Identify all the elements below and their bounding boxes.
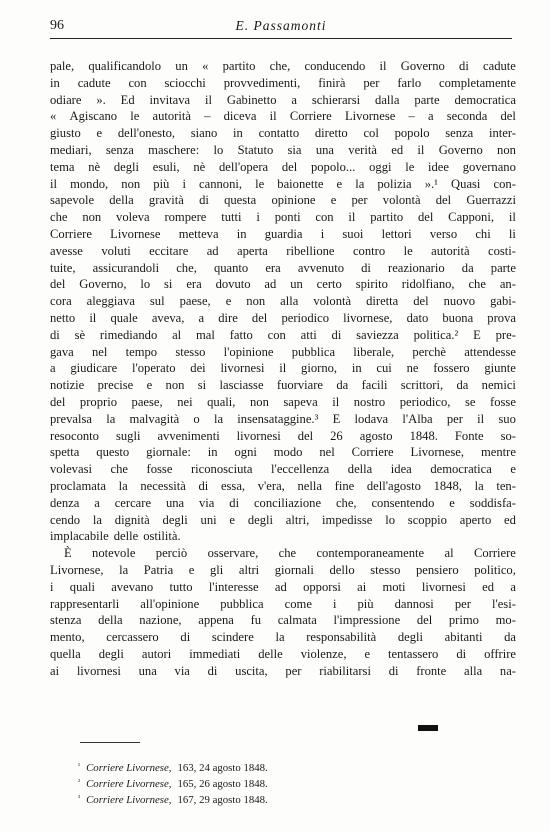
text-line: notizie precise e non si lasciasse fuorviare da facili scrittori, da nemici: [50, 378, 516, 393]
text-line: Corriere Livornese metteva in guardia i suoi lettori verso chi li: [50, 226, 516, 241]
text-line: prevalsa la malvagità o la insensataggine.³ E lodava l'Alba per il suo: [50, 411, 516, 426]
text-line: mento, cercassero di scindere la responsabilità degli abitanti da: [50, 630, 516, 645]
footnote-mark: ¹: [78, 762, 81, 770]
text-line: che non voleva rompere tutti i ponti con il partito del Capponi, il: [50, 210, 516, 225]
text-line: giusto e dell'onesto, siano in contatto diretto col popolo senza inter-: [50, 126, 516, 141]
text-line: rappresentarli all'opinione pubblica come i più dannosi per l'esi-: [50, 596, 516, 611]
page-number: 96: [50, 18, 64, 33]
footnote-mark: ²: [78, 778, 81, 786]
text-line: netto il quale aveva, a dire del periodico livornese, dato buona prova: [50, 310, 516, 325]
text-line: mediari, senza maschere: lo Statuto sia una verità ed il Governo non: [50, 142, 516, 157]
text-line: cendo la dignità degli uni e degli altri, impedisse lo scoppio aperto ed: [50, 512, 516, 527]
text-line: resoconto sugli avvenimenti livornesi del 26 agosto 1848. Fonte so-: [50, 428, 516, 443]
text-line: di sè rimediando al mal fatto con atti di saviezza politica.² E pre-: [50, 327, 516, 342]
text-line: sapevole della gravità di questa opinione e per volontà del Guerrazzi: [50, 193, 516, 208]
text-line: quella degli autori immediati delle violenze, e tentassero di offrire: [50, 646, 516, 661]
footnote-reference: 163, 24 agosto 1848.: [177, 762, 268, 774]
footnote-source: Corriere Livornese,: [86, 762, 172, 774]
text-line: pale, qualificandolo un « partito che, conducendo il Governo di cadute: [50, 59, 516, 73]
text-line: tema nè degli esuli, nè dell'opera del popolo... oggi le idee governano: [50, 159, 516, 174]
running-head: E. Passamonti: [235, 18, 327, 33]
text-line: cora aleggiava sul paese, e non alla volontà diretta del nuovo gabi-: [50, 294, 516, 309]
page-header: [50, 12, 512, 39]
text-line: in cadute con sciocchi provvedimenti, finirà per farlo completamente: [50, 75, 516, 90]
footnote: [78, 790, 438, 806]
text-line: il mondo, non più i cannoni, le baionette e la polizia ».¹ Quasi con-: [50, 176, 516, 191]
text-line: « Agiscano le autorità – diceva il Corriere Livornese – a seconda del: [50, 109, 516, 124]
text-line: ai livornesi una via di uscita, per riabilitarsi di fronte alla na-: [50, 663, 516, 678]
text-line: tuite, assicurandoli che, quanto era avvenuto di reazionario da parte: [50, 260, 516, 275]
footnote: [78, 774, 438, 790]
text-line: proclamata la necessità di essa, v'era, nella fine dell'agosto 1848, la ten-: [50, 478, 516, 493]
text-line: stenza della nazione, appena fu calmata l'impressione del primo mo-: [50, 613, 516, 628]
text-line: a giudicare l'operato dei livornesi il giorno, in cui ne fossero giunte: [50, 361, 516, 376]
text-line: spetta questo giornale: in ogni modo nel Corriere Livornese, mentre: [50, 445, 516, 460]
footnote-rule: [80, 742, 140, 743]
footnote-reference: 167, 29 agosto 1848.: [177, 794, 268, 806]
body-text: [50, 58, 516, 679]
footnote-source: Corriere Livornese,: [86, 778, 172, 790]
footnotes: [78, 758, 438, 806]
ink-blot-mark: [418, 725, 438, 731]
text-line: i quali avevano tutto l'interesse ad opporsi ai moti livornesi ed a: [50, 579, 516, 594]
footnote: [78, 758, 438, 774]
text-line: implacabile delle ostilità.: [50, 529, 181, 544]
text-line: del Governo, lo si era dovuto ad un certo spirito ridolfiano, che an-: [50, 277, 516, 292]
text-line: del proprio paese, nei quali, non sapeva il nostro periodico, se fosse: [50, 394, 516, 409]
text-line: Livornese, la Patria e gli altri giornali dello stesso pensiero politico,: [50, 562, 516, 577]
text-line: odiare ». Ed invitava il Gabinetto a schierarsi dalla parte democratica: [50, 92, 516, 107]
text-line: gava nel tempo stesso l'opinione pubblica liberale, perchè attendesse: [50, 344, 516, 359]
text-line: denza a cercare una via di conciliazione che, consentendo e soddisfa-: [50, 495, 516, 510]
footnote-source: Corriere Livornese,: [86, 794, 172, 806]
text-line: volevasi che fosse riconosciuta l'eccellenza della idea democratica e: [50, 462, 516, 477]
text-line: avesse voluti eccitare ad aperta ribellione contro le autorità costi-: [50, 243, 516, 258]
footnote-reference: 165, 26 agosto 1848.: [177, 778, 268, 790]
footnote-mark: ³: [78, 794, 81, 802]
text-line: È notevole perciò osservare, che contemporaneamente al Corriere: [64, 546, 516, 561]
